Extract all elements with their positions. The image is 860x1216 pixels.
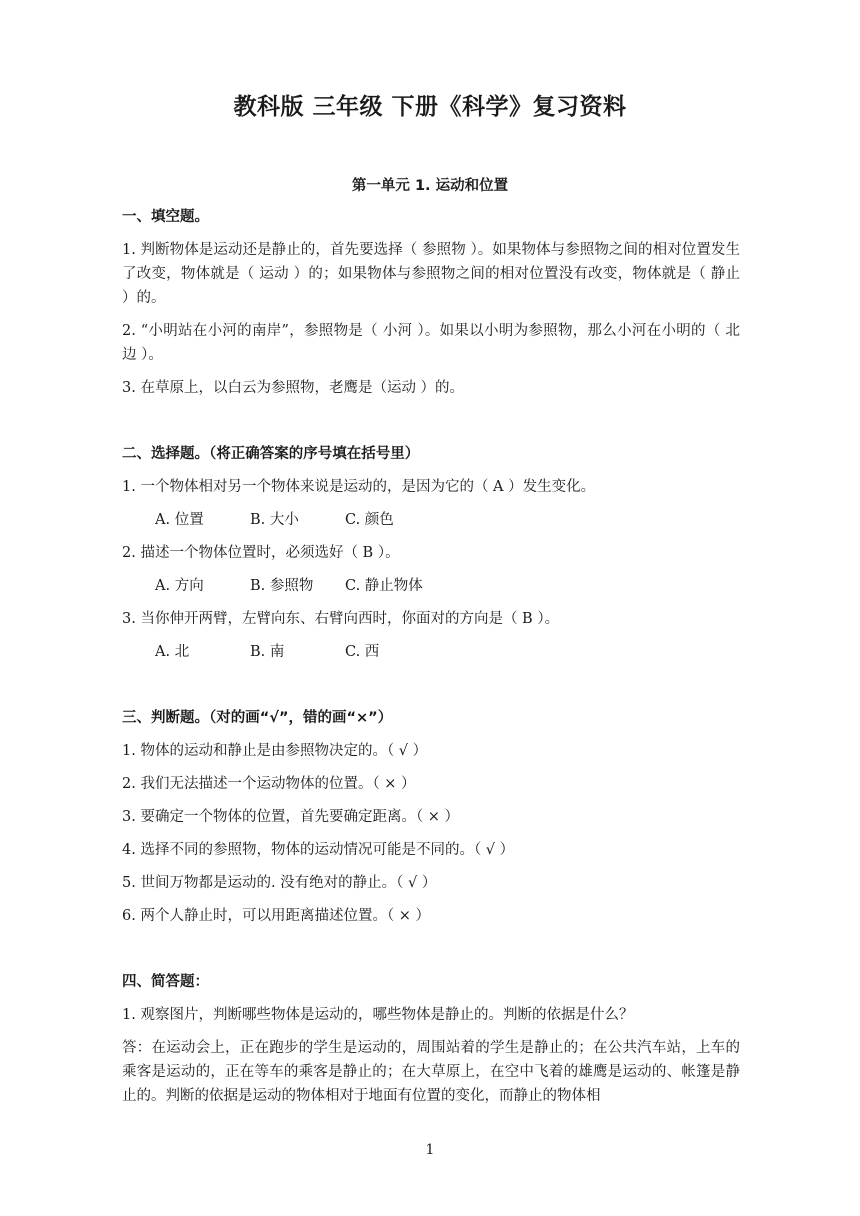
section-heading: 四、简答题：: [122, 974, 209, 990]
option-a: A. 方向: [155, 578, 204, 594]
question-item: 3. 在草原上，以白云为参照物，老鹰是（运动 ）的。: [122, 380, 465, 396]
option-b: B. 南: [250, 644, 285, 660]
document-body: [122, 205, 740, 1117]
unit-title: 第一单元 1. 运动和位置: [351, 178, 509, 194]
section-true-false: [122, 706, 740, 928]
section-fill-in-blank: [122, 205, 740, 400]
question-item: 5. 世间万物都是运动的. 没有绝对的静止。（ √ ）: [122, 875, 437, 891]
page-number: 1: [425, 1142, 435, 1158]
option-row: [122, 508, 740, 532]
option-row: [122, 574, 740, 598]
question-item: 1. 判断物体是运动还是静止的，首先要选择（ 参照物 ）。如果物体与参照物之间的相对位置发生了改变，物体就是（ 运动 ）的；如果物体与参照物之间的相对位置没有改变，物体就是（ 静止 ）的。: [122, 242, 740, 306]
option-c: C. 静止物体: [345, 578, 423, 594]
section-heading: 二、选择题。（将正确答案的序号填在括号里）: [122, 446, 420, 462]
option-row: [122, 640, 740, 664]
question-item: 3. 要确定一个物体的位置，首先要确定距离。（ × ）: [122, 809, 460, 825]
section-heading: 一、填空题。: [122, 209, 209, 225]
question-item: 4. 选择不同的参照物，物体的运动情况可能是不同的。（ √ ）: [122, 842, 515, 858]
option-c: C. 颜色: [345, 512, 394, 528]
answer-text: 答：在运动会上，正在跑步的学生是运动的，周围站着的学生是静止的；在公共汽车站，上车的乘客是运动的，正在等车的乘客是静止的；在大草原上，在空中飞着的雄鹰是运动的、帐篷是静止的。判断的依据是运动的物体相对于地面有位置的变化，而静止的物体相: [122, 1040, 740, 1104]
option-a: A. 位置: [155, 512, 204, 528]
question-item: 6. 两个人静止时，可以用距离描述位置。（ × ）: [122, 908, 431, 924]
section-short-answer: [122, 970, 740, 1108]
question-item: 1. 观察图片，判断哪些物体是运动的，哪些物体是静止的。判断的依据是什么？: [122, 1007, 634, 1023]
option-b: B. 大小: [250, 512, 299, 528]
question-item: 1. 物体的运动和静止是由参照物决定的。（ √ ）: [122, 743, 428, 759]
option-b: B. 参照物: [250, 578, 314, 594]
option-a: A. 北: [155, 644, 190, 660]
document-title: 教科版 三年级 下册《科学》复习资料: [233, 94, 627, 120]
question-item: 2. 我们无法描述一个运动物体的位置。（ × ）: [122, 776, 416, 792]
section-heading: 三、判断题。（对的画“√”，错的画“×”）: [122, 710, 393, 726]
question-item: 1. 一个物体相对另一个物体来说是运动的，是因为它的（ A ）发生变化。: [122, 479, 596, 495]
question-item: 2. “小明站在小河的南岸”，参照物是（ 小河 ）。如果以小明为参照物，那么小河在小明的（ 北边 ）。: [122, 323, 740, 363]
question-item: 2. 描述一个物体位置时，必须选好（ B ）。: [122, 545, 400, 561]
option-c: C. 西: [345, 644, 380, 660]
section-multiple-choice: [122, 442, 740, 664]
question-item: 3. 当你伸开两臂，左臂向东、右臂向西时，你面对的方向是（ B ）。: [122, 611, 560, 627]
